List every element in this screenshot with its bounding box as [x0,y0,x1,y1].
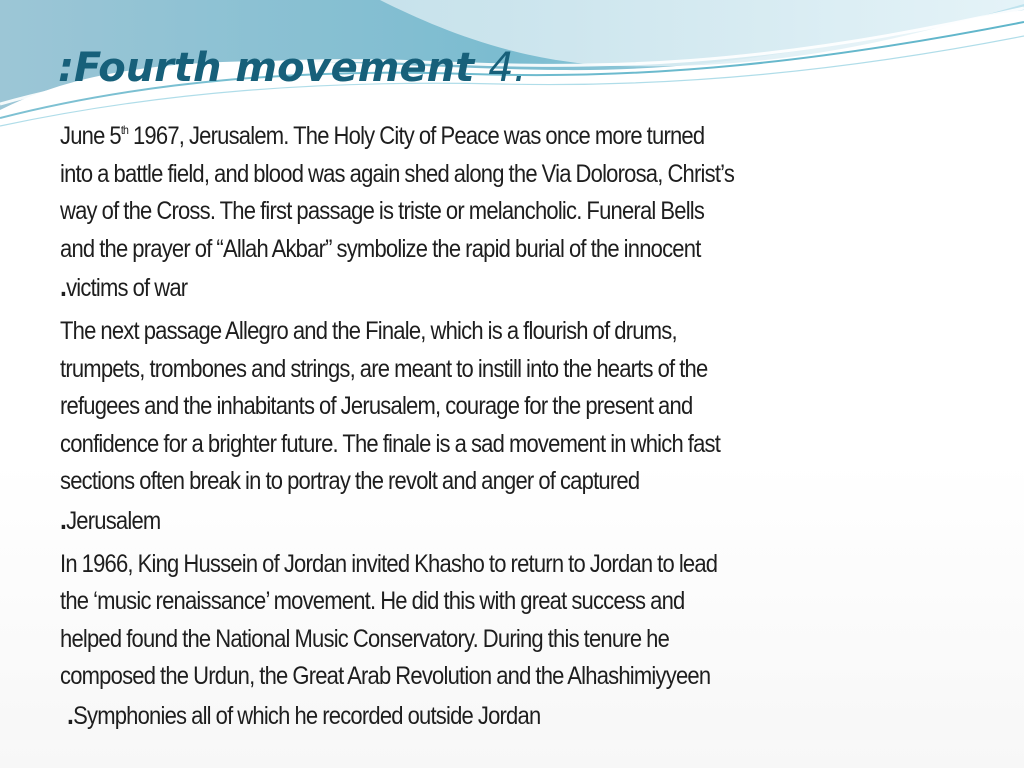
title-prefix: : [58,45,74,91]
paragraph-line: trumpets, trombones and strings, are meant to instill into the hearts of the [60,354,708,383]
paragraph-line [60,118,834,156]
end-mark: . [60,503,67,535]
paragraph-line: way of the Cross. The first passage is triste or melancholic. Funeral Bells [60,197,705,226]
paragraph-line: sections often break in to portray the revolt and anger of captured [60,467,640,496]
paragraph-line: refugees and the inhabitants of Jerusalem, courage for the present and [60,392,693,421]
paragraph-line: and the prayer of “Allah Akbar” symbolize the rapid burial of the innocent [60,234,701,263]
slide-title [58,40,526,96]
paragraph-allegro-finale [60,313,834,541]
paragraph-line: helped found the National Music Conservatory. During this tenure he [60,624,670,653]
ordinal-superscript: th [120,123,129,137]
line-text: Symphonies all of which he recorded outside Jordan [73,701,541,730]
end-mark: . [67,698,74,730]
paragraph-line: The next passage Allegro and the Finale, which is a flourish of drums, [60,316,677,345]
title-number: 4. [488,45,527,91]
end-mark: . [60,271,67,303]
line-text: Jerusalem [66,506,161,535]
paragraph-line: confidence for a brighter future. The finale is a sad movement in which fast [60,429,721,458]
paragraph-line: In 1966, King Hussein of Jordan invited Khasho to return to Jordan to lead [60,549,718,578]
paragraph-line: into a battle field, and blood was again shed along the Via Dolorosa, Christ’s [60,159,735,188]
paragraph-fourth-movement [60,118,834,308]
title-text: Fourth movement [74,45,475,91]
paragraph-line: the ‘music renaissance’ movement. He did this with great success and [60,587,685,616]
line-text: 1967, Jerusalem. The Holy City of Peace was once more turned [128,122,705,150]
paragraph-line: composed the Urdun, the Great Arab Revolution and the Alhashimiyyeen [60,662,711,691]
paragraph-1966-jordan [60,546,834,736]
paragraph-last-line [60,696,834,736]
slide-body [60,118,834,741]
line-text: victims of war [66,274,188,303]
line-text: June 5 [60,122,121,150]
paragraph-last-line [60,268,834,308]
paragraph-last-line [60,501,834,541]
